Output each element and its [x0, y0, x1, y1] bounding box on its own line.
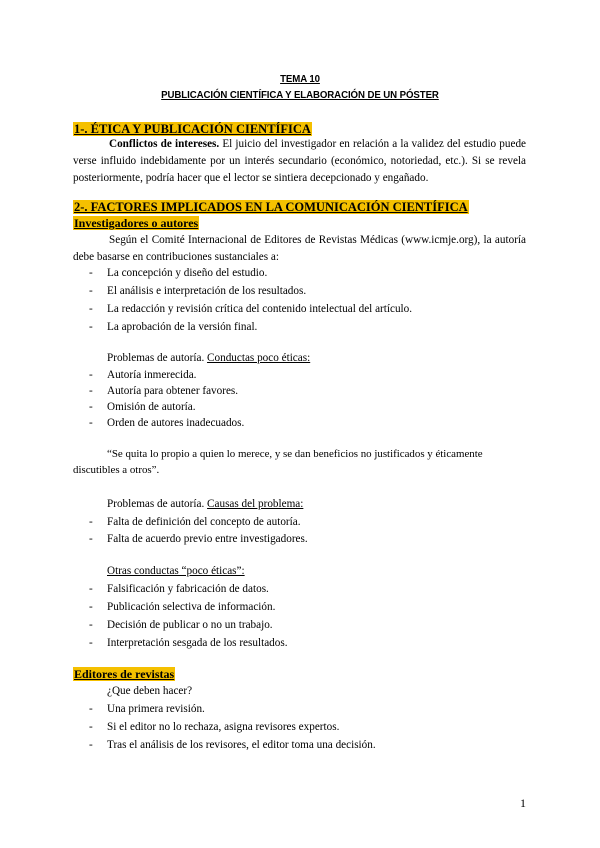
topic-title: TEMA 10 [280, 73, 320, 85]
bullet: - [89, 303, 93, 315]
list-item: Tras el análisis de los revisores, el editor toma una decisión. [107, 739, 376, 751]
list-item: Publicación selectiva de información. [107, 601, 276, 613]
section-1-heading [73, 121, 312, 136]
list-item: Una primera revisión. [107, 703, 205, 715]
bullet: - [89, 285, 93, 297]
editors-question: ¿Que deben hacer? [107, 685, 193, 697]
causes-label: Causas del problema: [207, 498, 304, 510]
document-title: PUBLICACIÓN CIENTÍFICA Y ELABORACIÓN DE UN PÓSTER [161, 89, 439, 101]
conflict-paragraph [73, 136, 526, 187]
bullet: - [89, 583, 93, 595]
list-item: La aprobación de la versión final. [107, 321, 258, 333]
list-item: Omisión de autoría. [107, 401, 196, 413]
list-item: Interpretación sesgada de los resultados. [107, 637, 288, 649]
causes-prefix: Problemas de autoría. [107, 498, 205, 510]
bullet: - [89, 417, 93, 429]
other-conduct-label: Otras conductas “poco éticas”: [107, 565, 245, 577]
bullet: - [89, 369, 93, 381]
conflict-text: El juicio del investigador en relación a la validez del estudio puede verse influido indebidamente por un interés secundario (económico, notoriedad, etc.). Si se revela posteriormente, podría hacer que el lector se sintiera decepcionado y engañado. [73, 138, 527, 184]
authors-intro-text: Según el Comité Internacional de Editores de Revistas Médicas (www.icmje.org), la autoría debe basarse en contribuciones sustanciales a: [73, 234, 526, 263]
list-item: El análisis e interpretación de los resultados. [107, 285, 307, 297]
bullet: - [89, 637, 93, 649]
conflict-label: Conflictos de intereses. [109, 138, 220, 150]
quote-line-2: discutibles a otros”. [73, 464, 160, 476]
bullet: - [89, 516, 93, 528]
list-item: La concepción y diseño del estudio. [107, 267, 268, 279]
problems-line [107, 350, 310, 366]
bullet: - [89, 601, 93, 613]
list-item: Autoría para obtener favores. [107, 385, 239, 397]
section-1-heading-text: 1-. ÉTICA Y PUBLICACIÓN CIENTÍFICA [74, 122, 311, 136]
authors-intro [73, 232, 526, 266]
bullet: - [89, 401, 93, 413]
causes-line [107, 496, 303, 512]
bullet: - [89, 267, 93, 279]
bullet: - [89, 703, 93, 715]
authors-heading: Investigadores o autores [74, 216, 199, 230]
list-item: Falta de definición del concepto de autoría. [107, 516, 301, 528]
list-item: Autoría inmerecida. [107, 369, 197, 381]
problems-prefix: Problemas de autoría. [107, 352, 205, 364]
problems-label: Conductas poco éticas: [207, 352, 311, 364]
bullet: - [89, 619, 93, 631]
list-item: Falta de acuerdo previo entre investigadores. [107, 533, 308, 545]
page-number: 1 [520, 796, 526, 810]
quote-line-1: “Se quita lo propio a quien lo merece, y se dan beneficios no justificados y éticamente [107, 448, 483, 460]
editors-heading: Editores de revistas [74, 667, 175, 681]
section-2-heading [73, 199, 469, 214]
bullet: - [89, 533, 93, 545]
list-item: Falsificación y fabricación de datos. [107, 583, 269, 595]
bullet: - [89, 721, 93, 733]
bullet: - [89, 739, 93, 751]
section-2-heading-text: 2-. FACTORES IMPLICADOS EN LA COMUNICACIÓN CIENTÍFICA [74, 200, 468, 214]
list-item: Decisión de publicar o no un trabajo. [107, 619, 273, 631]
list-item: La redacción y revisión crítica del contenido intelectual del artículo. [107, 303, 413, 315]
list-item: Si el editor no lo rechaza, asigna revisores expertos. [107, 721, 340, 733]
bullet: - [89, 385, 93, 397]
bullet: - [89, 321, 93, 333]
list-item: Orden de autores inadecuados. [107, 417, 245, 429]
